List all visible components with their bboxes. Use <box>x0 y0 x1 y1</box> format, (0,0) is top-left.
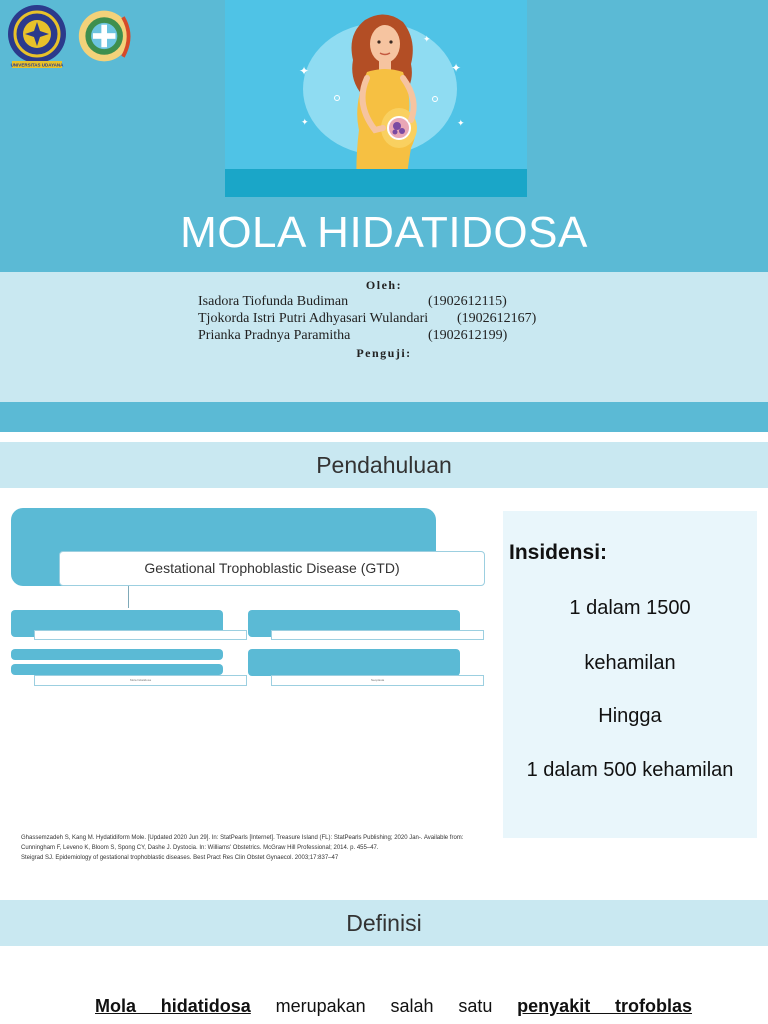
pregnant-woman-illustration <box>225 0 527 197</box>
author-row <box>198 294 507 310</box>
insidensi-line: 1 dalam 1500 <box>569 597 691 619</box>
slide-header: Definisi <box>0 900 768 946</box>
slide-header: Pendahuluan <box>0 442 768 488</box>
author-row <box>198 328 508 344</box>
diagram-small-left: Mola hidatidosa <box>34 675 247 686</box>
svg-text:✦: ✦ <box>451 61 462 75</box>
title-slide <box>0 0 768 432</box>
author-nim: (1902612199) <box>428 328 508 343</box>
udayana-logo-icon <box>6 4 68 68</box>
reference-line: Steigrad SJ. Epidemiology of gestational trophoblastic diseases. Best Pract Res Clin Obstet Gynaecol. 2003;17:837–47 <box>21 855 339 861</box>
insidensi-panel <box>503 511 757 838</box>
pendahuluan-slide <box>0 442 768 888</box>
author-nim: (1902612167) <box>457 311 537 326</box>
diagram-branch-box <box>11 649 223 660</box>
diagram-branch-box <box>11 664 223 675</box>
diagram-small-right: Neoplasia <box>271 675 484 686</box>
diagram-branch-label <box>271 630 484 640</box>
definition-term: Mola hidatidosa <box>95 996 251 1016</box>
reference-line: Cunningham F, Leveno K, Bloom S, Spong CY, Dashe J. Dystocia. In: Williams' Obstetrics. McGraw Hill Professional; 2014. p. 455–47. <box>21 845 379 851</box>
sanglah-logo-icon <box>76 4 138 68</box>
author-name: Isadora Tiofunda Budiman <box>198 294 349 309</box>
definition-term-2: penyakit trofoblas <box>517 996 692 1016</box>
definition-text <box>95 990 692 1024</box>
illustration-floor <box>225 169 527 197</box>
insidensi-line: kehamilan <box>584 652 676 674</box>
definition-text-mid: merupakan salah satu <box>250 996 518 1016</box>
svg-text:✦: ✦ <box>301 118 309 128</box>
svg-text:✦: ✦ <box>423 35 431 45</box>
author-nim: (1902612115) <box>428 294 507 309</box>
reference-line: Ghassemzadeh S, Kang M. Hydatidiform Mole. [Updated 2020 Jun 29]. In: StatPearls [Internet]. Treasure Island (FL): StatPearls Publishing; 2020 Jan-. Available from: <box>21 835 464 841</box>
diagram-branch-box <box>248 649 460 676</box>
diagram-branch-label <box>34 630 247 640</box>
author-row <box>198 311 537 327</box>
diagram-connector <box>128 586 129 608</box>
pregnant-woman-icon <box>225 0 527 197</box>
svg-text:✦: ✦ <box>299 64 310 78</box>
svg-text:✦: ✦ <box>457 119 465 129</box>
udayana-logo-text: UNIVERSITAS UDAYANA <box>10 62 64 68</box>
insidensi-line: 1 dalam 500 kehamilan <box>526 759 734 781</box>
slide-title: MOLA HIDATIDOSA <box>180 208 588 257</box>
definisi-slide <box>0 898 768 1024</box>
author-name: Tjokorda Istri Putri Adhyasari Wulandari <box>198 311 429 326</box>
diagram-root-label: Gestational Trophoblastic Disease (GTD) <box>59 551 485 586</box>
author-name: Prianka Pradnya Paramitha <box>198 328 351 343</box>
penguji-label: Penguji: <box>356 346 412 360</box>
insidensi-title: Insidensi: <box>509 541 608 564</box>
insidensi-line: Hingga <box>598 705 662 727</box>
oleh-label: Oleh: <box>365 278 403 292</box>
